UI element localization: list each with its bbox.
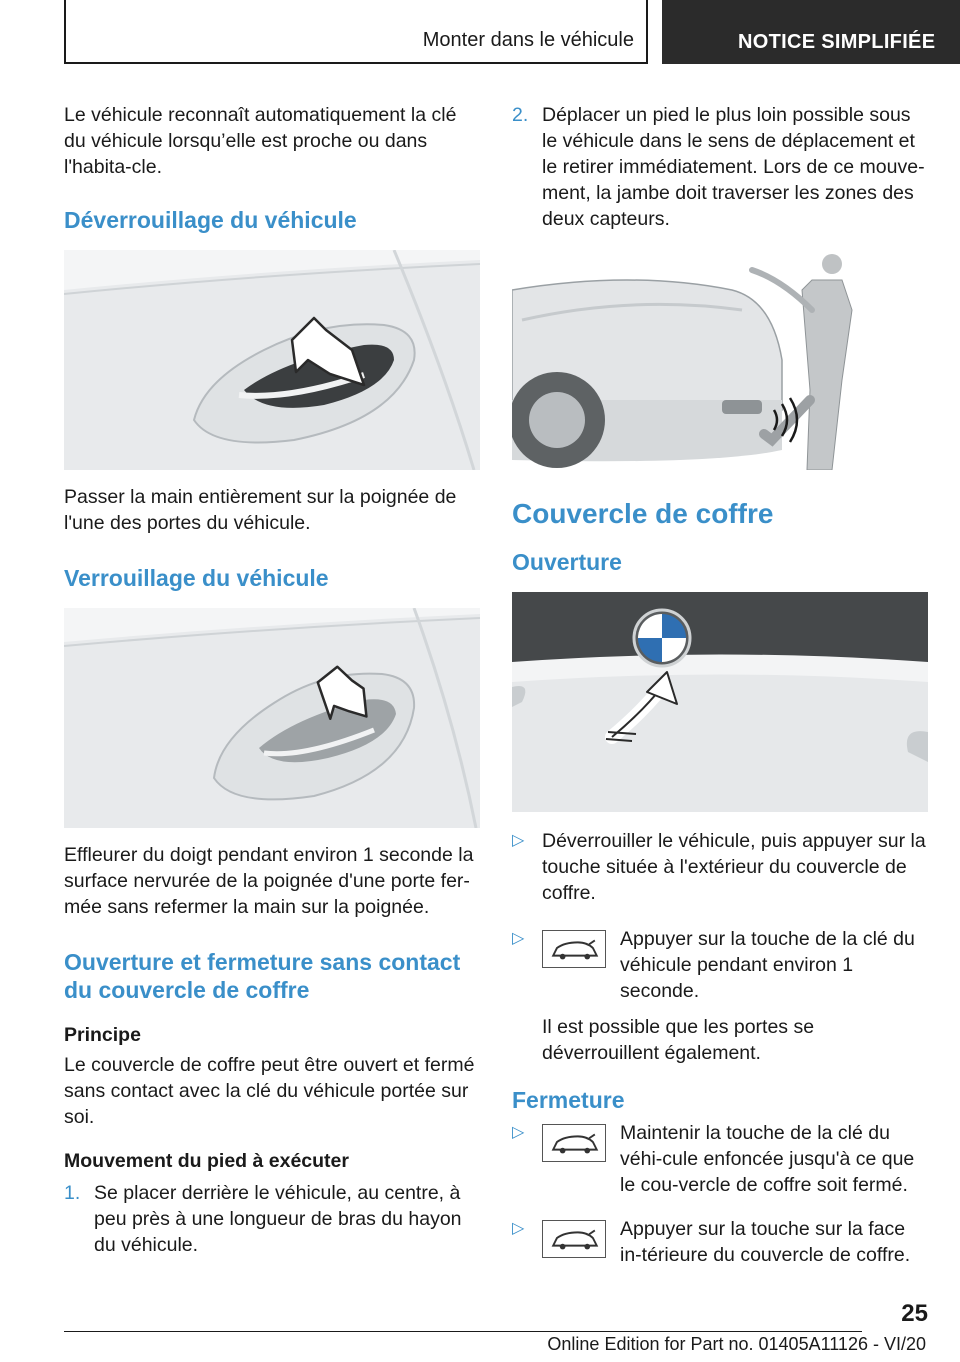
right-column	[512, 102, 928, 1268]
unlock-heading: Déverrouillage du véhicule	[64, 207, 357, 233]
step-1	[64, 1180, 480, 1258]
unlock-caption: Passer la main entièrement sur la poignée de l'une des portes du véhicule.	[64, 486, 457, 534]
close-bullet-1-text: Maintenir la touche de la clé du véhi-cule enfoncée jusqu'à ce que le cou-vercle de coffre soit fermé.	[620, 1122, 915, 1196]
open-bullet-1	[512, 828, 928, 906]
principle-text: Le couvercle de coffre peut être ouvert et fermé sans contact avec la clé du véhicule portée sur soi.	[64, 1054, 475, 1128]
lock-caption: Effleurer du doigt pendant environ 1 seconde la surface nervurée de la poignée d'une porte fer-mée sans refermer la main sur la poignée.	[64, 844, 474, 918]
open-bullet-2-text: Appuyer sur la touche de la clé du véhicule pendant environ 1 seconde.	[620, 928, 915, 1002]
movement-heading: Mouvement du pied à exécuter	[64, 1150, 349, 1172]
header-section-title: Monter dans le véhicule	[422, 29, 634, 51]
bullet-marker: ▷	[512, 930, 525, 947]
kick-sensor-illustration	[512, 250, 862, 470]
header-manual-tab	[662, 0, 960, 64]
trunk-button-illustration	[512, 592, 928, 812]
open-bullet-1-text: Déverrouiller le véhicule, puis appuyer sur la touche située à l'extérieur du couvercle de coffre.	[542, 830, 926, 904]
footer-divider	[64, 1331, 862, 1332]
page-number: 25	[901, 1300, 928, 1327]
car-trunk-key-icon	[542, 930, 606, 968]
car-trunk-button-icon	[542, 1220, 606, 1258]
door-handle-lock-illustration	[64, 608, 480, 828]
header-section-tab	[64, 0, 648, 64]
open-bullet-2-note: Il est possible que les portes se déverrouillent également.	[542, 1016, 815, 1064]
step-2-text: Déplacer un pied le plus loin possible sous le véhicule dans le sens de déplacement et le retirer immédiatement. Lors de ce mouve-ment, la jambe doit traverser les zones des deux capteurs.	[542, 104, 925, 230]
footer-edition: Online Edition for Part no. 01405A11126 - VI/20	[547, 1334, 926, 1354]
intro-paragraph: Le véhicule reconnaît automatiquement la clé du véhicule lorsqu’elle est proche ou dans l'habita-cle.	[64, 104, 457, 178]
step-1-number: 1.	[64, 1182, 81, 1204]
trunk-heading: Couvercle de coffre	[512, 498, 774, 529]
opening-heading: Ouverture	[512, 549, 622, 575]
bullet-marker: ▷	[512, 1220, 525, 1237]
step-2	[512, 102, 928, 232]
close-bullet-1	[512, 1120, 928, 1198]
close-bullet-2	[512, 1216, 928, 1268]
contactless-heading: Ouverture et fermeture sans contact du couvercle de coffre	[64, 949, 461, 1003]
bullet-marker: ▷	[512, 832, 525, 849]
open-bullet-2	[512, 926, 928, 1066]
car-trunk-key-icon	[542, 1124, 606, 1162]
lock-heading: Verrouillage du véhicule	[64, 565, 329, 591]
step-2-number: 2.	[512, 104, 529, 126]
left-column	[64, 102, 480, 1258]
door-handle-unlock-illustration	[64, 250, 480, 470]
principle-heading: Principe	[64, 1024, 141, 1046]
header-manual-title: NOTICE SIMPLIFIÉE	[738, 31, 936, 53]
bullet-marker: ▷	[512, 1124, 525, 1141]
close-bullet-2-text: Appuyer sur la touche sur la face in-térieure du couvercle de coffre.	[620, 1218, 911, 1266]
closing-heading: Fermeture	[512, 1087, 625, 1113]
step-1-text: Se placer derrière le véhicule, au centre, à peu près à une longueur de bras du hayon du véhicule.	[94, 1182, 462, 1256]
